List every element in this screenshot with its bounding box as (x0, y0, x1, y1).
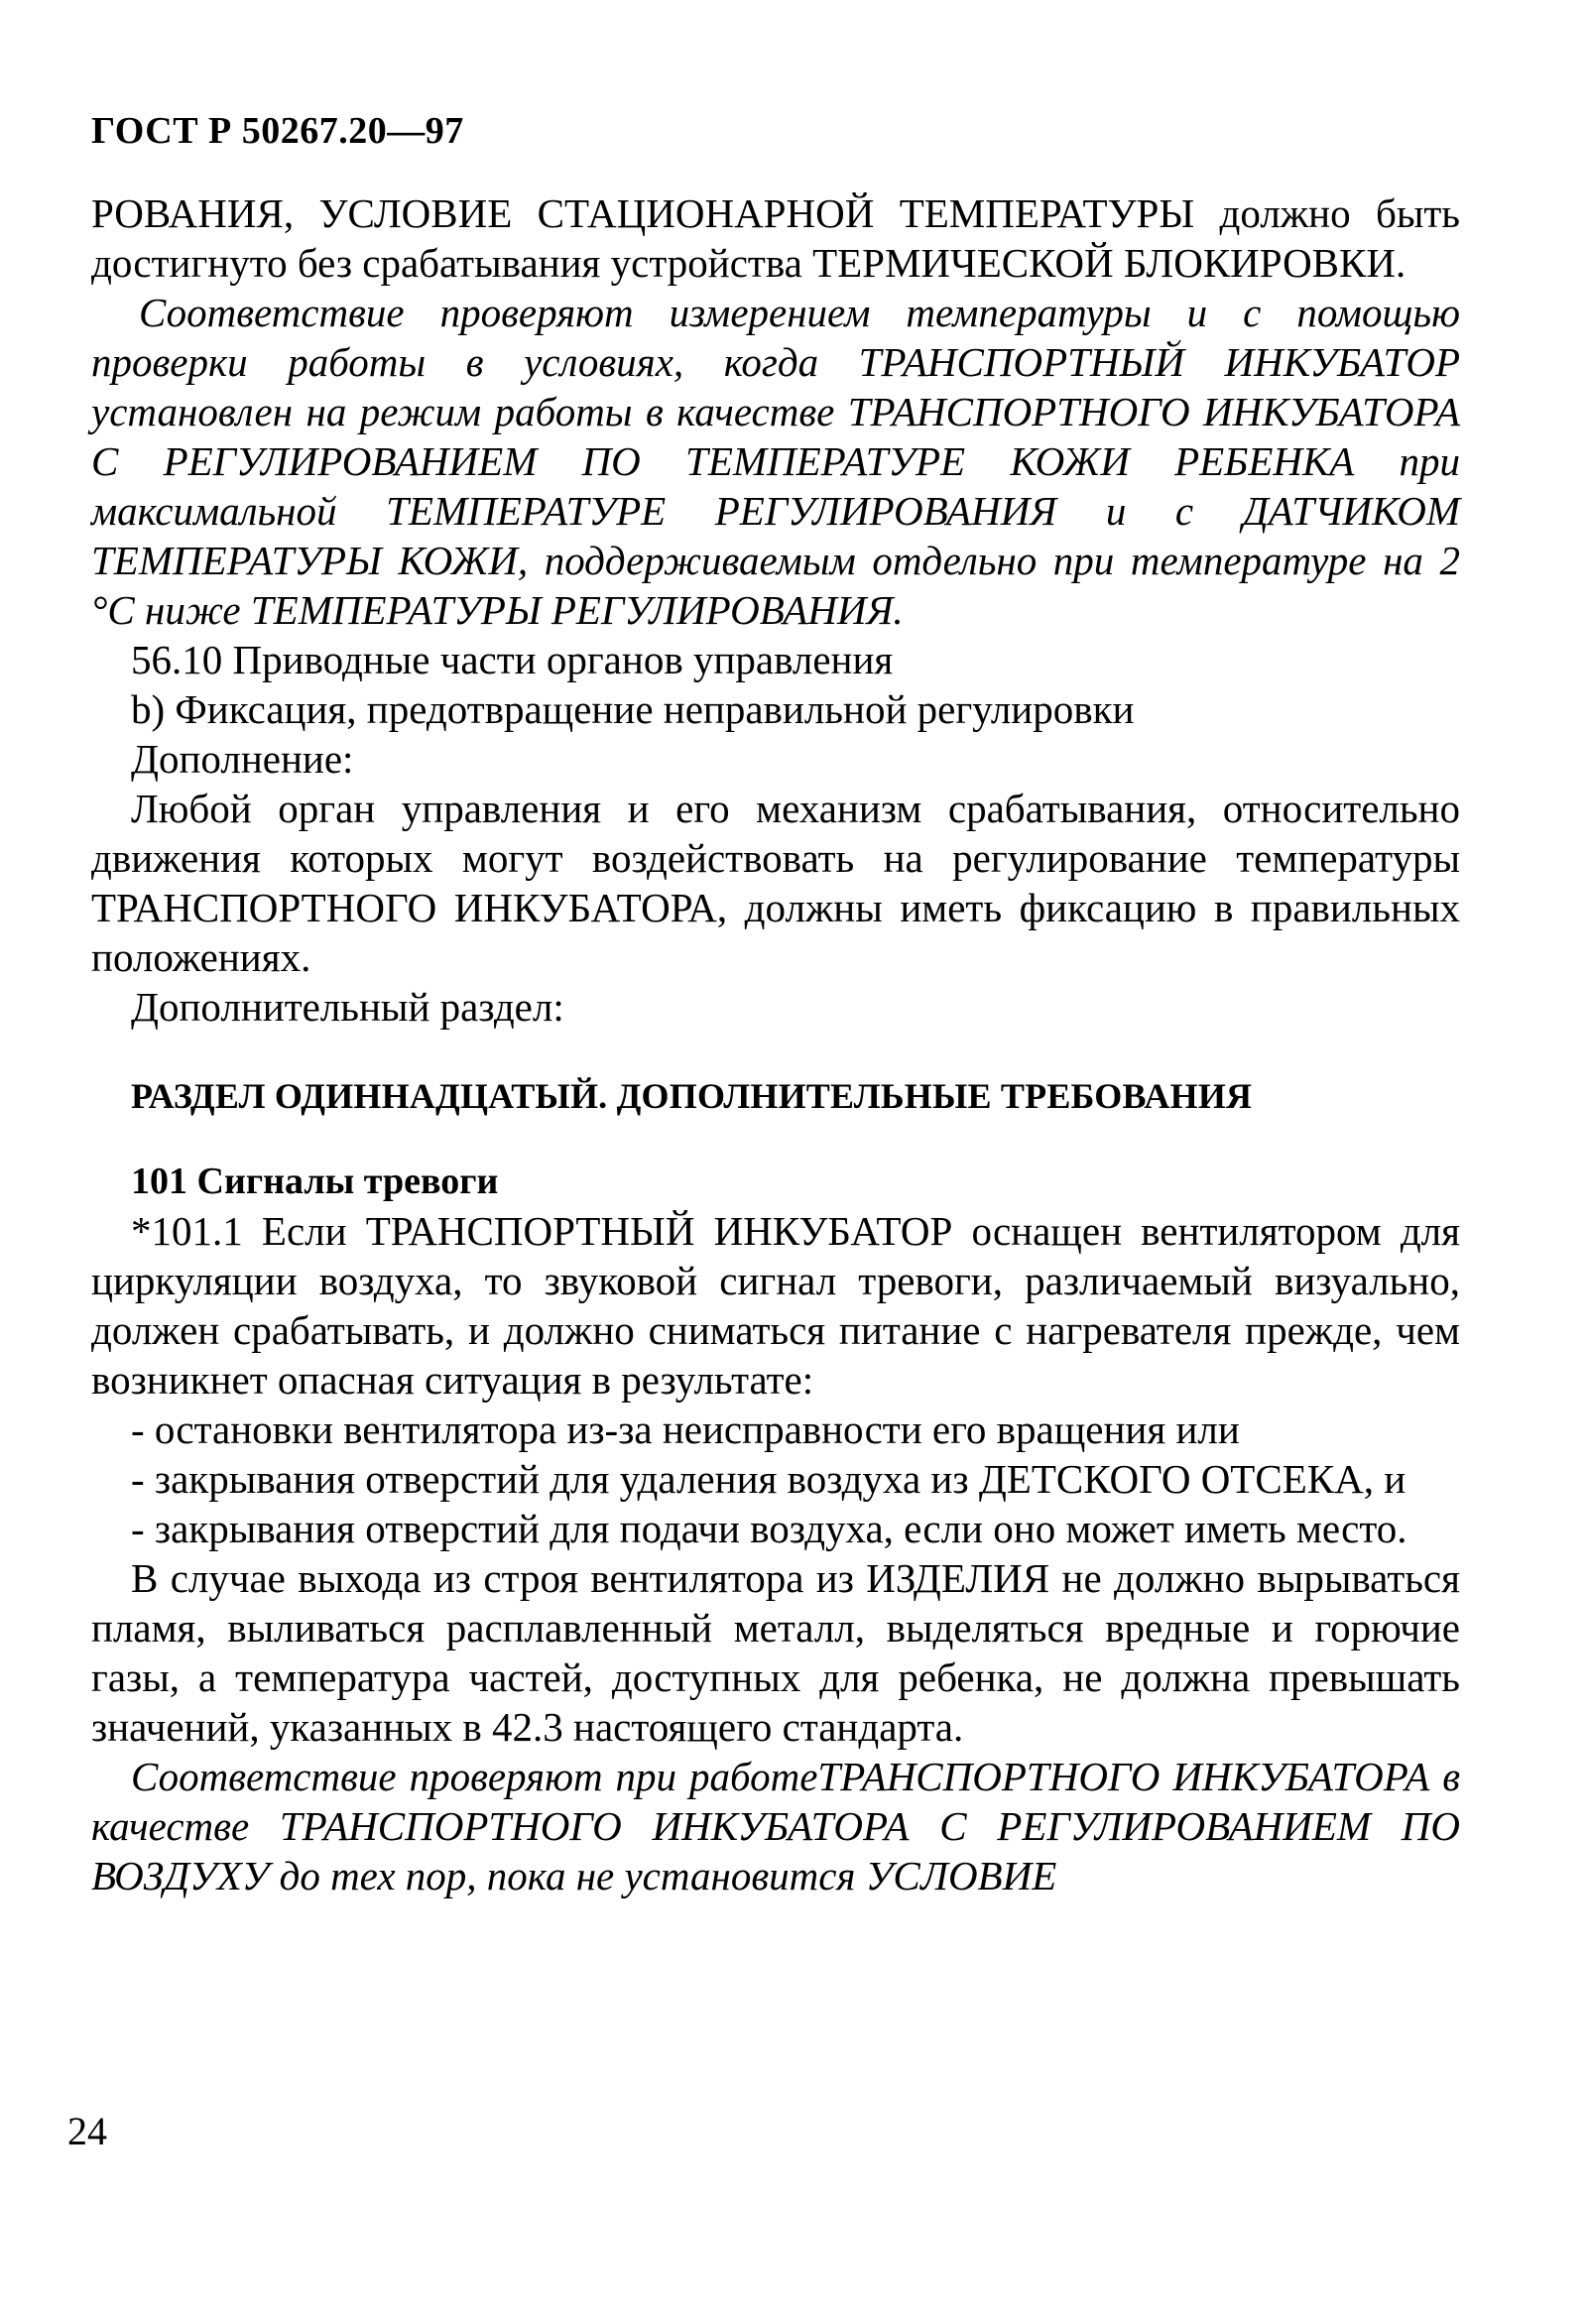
clause-b-heading: b) Фиксация, предотвращение неправильной регулировки (131, 686, 1135, 732)
paragraph-continuation: РОВАНИЯ, УСЛОВИЕ СТАЦИОНАРНОЙ ТЕМПЕРАТУРЫ должно быть достигнуто без срабатывания устройства ТЕРМИЧЕСКОЙ БЛОКИРОВКИ. (91, 190, 1460, 286)
document-body (91, 188, 1460, 1900)
page-number: 24 (67, 2109, 107, 2153)
clause-101-title: 101 Сигналы тревоги (131, 1161, 499, 1202)
list-item-intake-closure: - закрывания отверстий для подачи воздуха, если оно может иметь место. (131, 1506, 1407, 1551)
document-header-code: ГОСТ Р 50267.20—97 (91, 110, 464, 152)
paragraph-compliance-air-mode: Соответствие проверяют при работеТРАНСПОРТНОГО ИНКУБАТОРА в качестве ТРАНСПОРТНОГО ИНКУБАТОРА С РЕГУЛИРОВАНИЕМ ПО ВОЗДУХУ до тех пор, пока не установится УСЛОВИЕ (91, 1754, 1460, 1898)
addition-label: Дополнение: (131, 736, 354, 782)
clause-56-10-heading: 56.10 Приводные части органов управления (131, 637, 894, 682)
paragraph-compliance-check: Соответствие проверяют измерением температуры и с помощью проверки работы в условиях, когда ТРАНСПОРТНЫЙ ИНКУБАТОР установлен на режим работы в качестве ТРАНСПОРТНОГО ИНКУБАТОРА С РЕГУЛИРОВАНИЕМ ПО ТЕМПЕРАТУРЕ КОЖИ РЕБЕНКА при максимальной ТЕМПЕРАТУРЕ РЕГУЛИРОВАНИЯ и с ДАТЧИКОМ ТЕМПЕРАТУРЫ КОЖИ, поддерживаемым отдельно при температуре на 2 °С ниже ТЕМПЕРАТУРЫ РЕГУЛИРОВАНИЯ. (91, 290, 1460, 633)
section-eleven-title: РАЗДЕЛ ОДИННАДЦАТЫЙ. ДОПОЛНИТЕЛЬНЫЕ ТРЕБОВАНИЯ (131, 1076, 1253, 1116)
clause-101-1-paragraph: *101.1 Если ТРАНСПОРТНЫЙ ИНКУБАТОР оснащен вентилятором для циркуляции воздуха, то звуковой сигнал тревоги, различаемый визуально, должен срабатывать, и должно сниматься питание с нагревателя прежде, чем возникнет опасная ситуация в результате: (91, 1208, 1460, 1403)
list-item-exhaust-closure: - закрывания отверстий для удаления воздуха из ДЕТСКОГО ОТСЕКА, и (131, 1456, 1407, 1502)
paragraph-control-fixation: Любой орган управления и его механизм срабатывания, относительно движения которых могут воздействовать на регулирование температуры ТРАНСПОРТНОГО ИНКУБАТОРА, должны иметь фиксацию в правильных положениях. (91, 786, 1460, 980)
paragraph-fan-failure: В случае выхода из строя вентилятора из ИЗДЕЛИЯ не должно вырываться пламя, выливаться расплавленный металл, выделяться вредные и горючие газы, а температура частей, доступных для ребенка, не должна превышать значений, указанных в 42.3 настоящего стандарта. (91, 1555, 1460, 1750)
list-item-fan-stop: - остановки вентилятора из-за неисправности его вращения или (131, 1407, 1240, 1452)
additional-section-label: Дополнительный раздел: (131, 984, 564, 1030)
